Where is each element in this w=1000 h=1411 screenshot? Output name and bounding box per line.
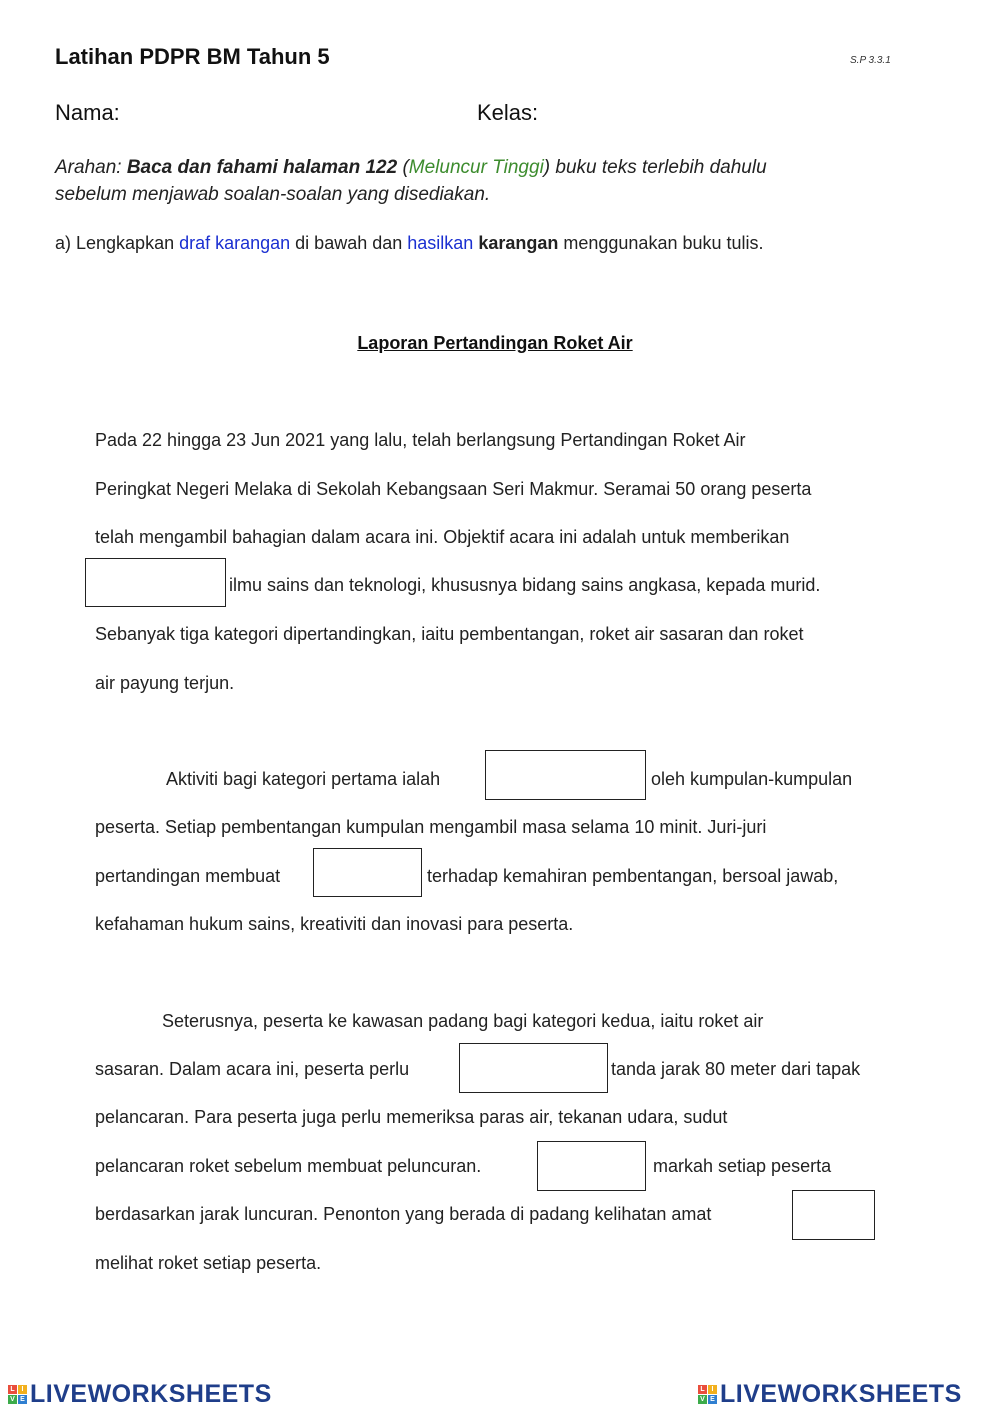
essay-line: terhadap kemahiran pembentangan, bersoal jawab, [427, 866, 839, 886]
name-label: Nama: [55, 100, 120, 125]
produce-link: hasilkan [407, 233, 474, 253]
liveworksheets-logo-right [698, 1378, 962, 1410]
worksheet-title: Latihan PDPR BM Tahun 5 [55, 44, 330, 69]
liveworksheets-brand: LIVEWORKSHEETS [720, 1379, 962, 1408]
instruction-rest: ) buku teks terlebih dahulu [543, 157, 767, 178]
essay-line: pelancaran. Para peserta juga perlu memeriksa paras air, tekanan udara, sudut [95, 1107, 728, 1127]
mark-letter: L [8, 1385, 17, 1394]
question-a [55, 233, 764, 254]
mark-letter: L [698, 1385, 707, 1394]
answer-box-3[interactable] [313, 848, 422, 897]
instruction-bold: Baca dan fahami halaman 122 [126, 157, 398, 178]
mark-letter: E [708, 1395, 717, 1404]
essay-line: sasaran. Dalam acara ini, peserta perlu [95, 1059, 410, 1079]
essay-line: ilmu sains dan teknologi, khususnya bidang sains angkasa, kepada murid. [229, 575, 821, 595]
essay-bold: karangan [478, 233, 559, 253]
instruction-line-2: sebelum menjawab soalan-soalan yang disediakan. [55, 184, 491, 205]
essay-line: pertandingan membuat [95, 866, 281, 886]
essay-line: melihat roket setiap peserta. [95, 1253, 322, 1273]
curriculum-code: S.P 3.3.1 [850, 55, 891, 66]
essay-line: air payung terjun. [95, 673, 235, 693]
instruction-prefix: Arahan: [55, 157, 127, 178]
mark-letter: I [708, 1385, 717, 1394]
question-mid: di bawah dan [290, 233, 408, 253]
essay-line: Sebanyak tiga kategori dipertandingkan, iaitu pembentangan, roket air sasaran dan roket [95, 624, 804, 644]
essay-line: Pada 22 hingga 23 Jun 2021 yang lalu, telah berlangsung Pertandingan Roket Air [95, 430, 746, 450]
answer-box-1[interactable] [85, 558, 226, 607]
liveworksheets-logo-left [8, 1378, 272, 1410]
liveworksheets-mark-icon [8, 1385, 27, 1404]
instruction-line-1 [55, 157, 767, 179]
liveworksheets-brand: LIVEWORKSHEETS [30, 1379, 272, 1408]
essay-line: pelancaran roket sebelum membuat peluncuran. [95, 1156, 482, 1176]
answer-box-6[interactable] [792, 1190, 875, 1240]
class-label: Kelas: [477, 100, 539, 125]
liveworksheets-mark-icon [698, 1385, 717, 1404]
essay-line: peserta. Setiap pembentangan kumpulan mengambil masa selama 10 minit. Juri-juri [95, 817, 767, 837]
mark-letter: V [698, 1395, 707, 1404]
essay-line: tanda jarak 80 meter dari tapak [611, 1059, 861, 1079]
mark-letter: V [8, 1395, 17, 1404]
essay-line: telah mengambil bahagian dalam acara ini. Objektif acara ini adalah untuk memberikan [95, 527, 790, 547]
mark-letter: E [18, 1395, 27, 1404]
essay-line: oleh kumpulan-kumpulan [651, 769, 853, 789]
instruction-paren: ( [397, 157, 409, 178]
mark-letter: I [18, 1385, 27, 1394]
question-prefix: a) Lengkapkan [55, 233, 180, 253]
answer-box-4[interactable] [459, 1043, 608, 1093]
essay-title: Laporan Pertandingan Roket Air [357, 333, 633, 353]
draft-link: draf karangan [179, 233, 291, 253]
essay-line: Peringkat Negeri Melaka di Sekolah Kebangsaan Seri Makmur. Seramai 50 orang peserta [95, 479, 812, 499]
essay-line: Seterusnya, peserta ke kawasan padang bagi kategori kedua, iaitu roket air [162, 1011, 764, 1031]
essay-line: Aktiviti bagi kategori pertama ialah [166, 769, 441, 789]
essay-line: berdasarkan jarak luncuran. Penonton yang berada di padang kelihatan amat [95, 1204, 712, 1224]
essay-line: markah setiap peserta [653, 1156, 832, 1176]
book-title: Meluncur Tinggi [408, 157, 544, 178]
answer-box-2[interactable] [485, 750, 646, 800]
question-suffix: menggunakan buku tulis. [558, 233, 764, 253]
answer-box-5[interactable] [537, 1141, 646, 1191]
essay-line: kefahaman hukum sains, kreativiti dan inovasi para peserta. [95, 914, 574, 934]
